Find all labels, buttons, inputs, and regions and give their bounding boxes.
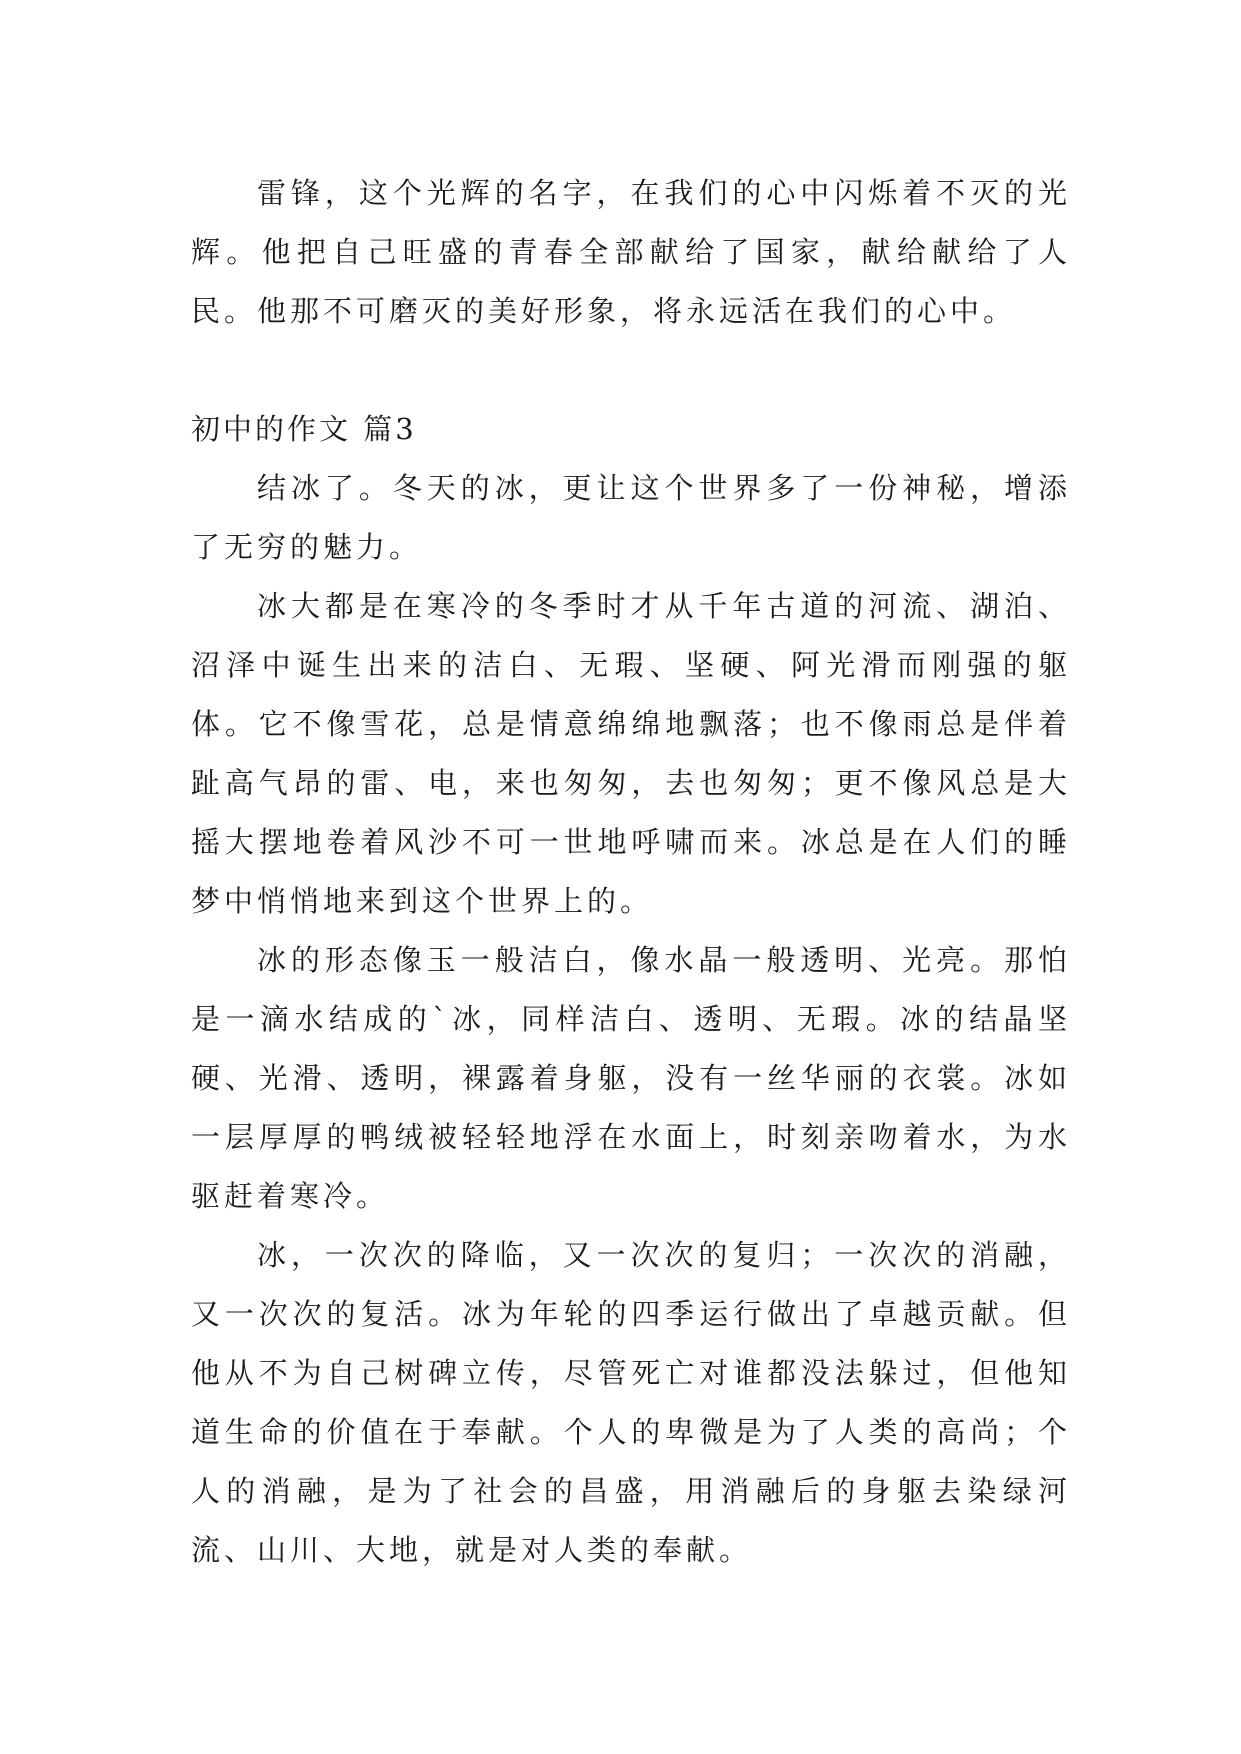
section-heading: 初中的作文 篇3 (191, 412, 417, 446)
paragraph-1: 结冰了。冬天的冰，更让这个世界多了一份神秘，增添了无穷的魅力。 (191, 471, 1071, 564)
paragraph-intro: 雷锋，这个光辉的名字，在我们的心中闪烁着不灭的光辉。他把自己旺盛的青春全部献给了国家，献给献给了人民。他那不可磨灭的美好形象，将永远活在我们的心中。 (191, 176, 1071, 328)
paragraph-3: 冰的形态像玉一般洁白，像水晶一般透明、光亮。那怕是一滴水结成的`冰，同样洁白、透明、无瑕。冰的结晶坚硬、光滑、透明，裸露着身躯，没有一丝华丽的衣裳。冰如一层厚厚的鸭绒被轻轻地浮在水面上，时刻亲吻着水，为水驱赶着寒冷。 (191, 943, 1071, 1213)
paragraph-4: 冰，一次次的降临，又一次次的复归；一次次的消融，又一次次的复活。冰为年轮的四季运行做出了卓越贡献。但他从不为自己树碑立传，尽管死亡对谁都没法躲过，但他知道生命的价值在于奉献。个人的卑微是为了人类的高尚；个人的消融，是为了社会的昌盛，用消融后的身躯去染绿河流、山川、大地，就是对人类的奉献。 (191, 1238, 1071, 1567)
document-body (191, 164, 1071, 1580)
paragraph-2: 冰大都是在寒冷的冬季时才从千年古道的河流、湖泊、沼泽中诞生出来的洁白、无瑕、坚硬、阿光滑而刚强的躯体。它不像雪花，总是情意绵绵地飘落；也不像雨总是伴着趾高气昂的雷、电，来也匆匆，去也匆匆；更不像风总是大摇大摆地卷着风沙不可一世地呼啸而来。冰总是在人们的睡梦中悄悄地来到这个世界上的。 (191, 589, 1071, 918)
